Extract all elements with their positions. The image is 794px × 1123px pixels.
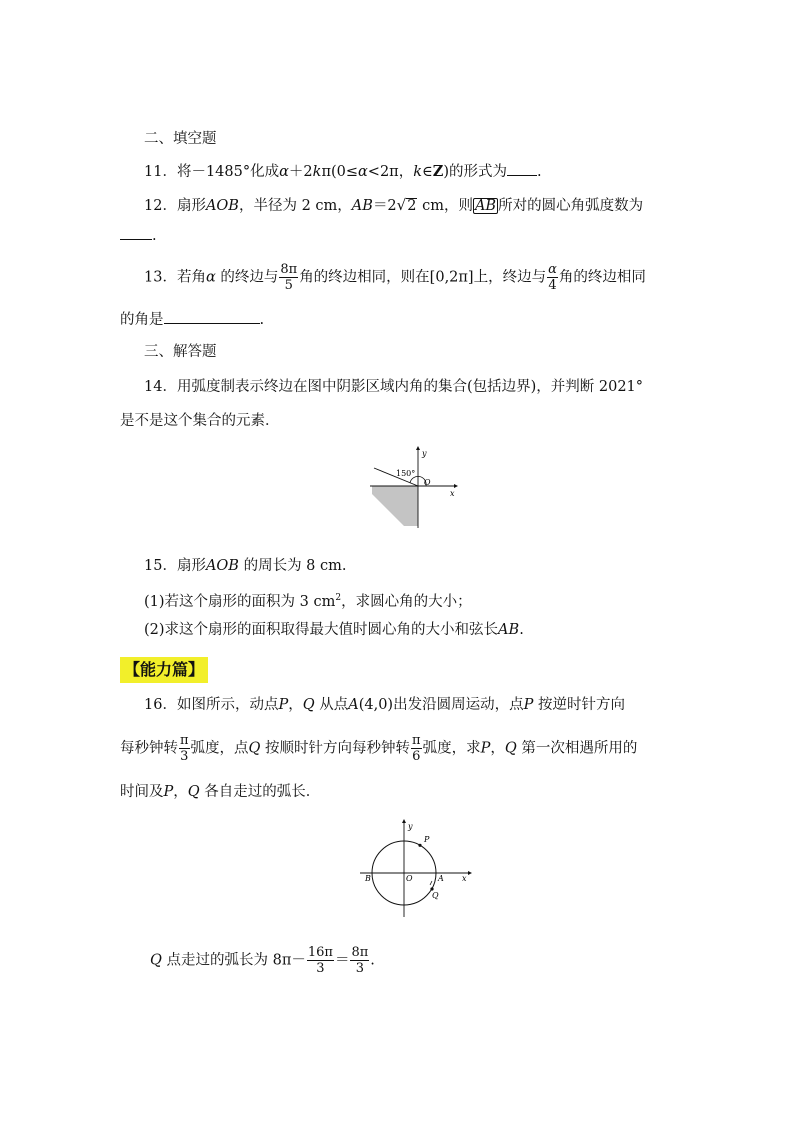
question-13-cont: 的角是 .: [120, 312, 265, 328]
fraction-16pi-3: $\frac{16\pi}{3}$: [307, 945, 333, 976]
answer-blank[interactable]: [164, 311, 260, 324]
answer-blank[interactable]: [120, 227, 152, 240]
question-15-part-1: (1)若这个扇形的面积为 3 $cm^2$，求圆心角的大小；: [144, 593, 472, 610]
section-heading-fill-blank: 二、填空题: [144, 131, 217, 147]
angle-label: 150°: [396, 469, 416, 478]
b-label: B: [365, 874, 371, 883]
answer-line: Q 点走过的弧长为 8π－ $\frac{16\pi}{3}$ ＝ $\frac{8\pi}{3}$ .: [150, 945, 375, 976]
point-p: [418, 844, 421, 847]
question-15-part-2: (2)求这个扇形的面积取得最大值时圆心角的大小和弦长AB.: [144, 622, 524, 638]
origin-label: O: [424, 478, 431, 487]
ability-section-tag: 【能力篇】: [120, 657, 208, 683]
y-label: y: [408, 822, 413, 831]
p-label: P: [424, 835, 430, 844]
q-label: Q: [432, 891, 439, 900]
question-14-cont: 是不是这个集合的元素．: [120, 413, 280, 429]
angle-region-figure: [366, 444, 462, 530]
section-heading-solve: 三、解答题: [144, 344, 217, 360]
x-label: x: [450, 489, 455, 498]
question-15: 15．扇形AOB 的周长为 8 cm.: [144, 558, 347, 574]
fraction-8pi-3: $\frac{8\pi}{3}$: [351, 945, 369, 976]
question-13: 13．若角α 的终边与 $\frac{8\pi}{5}$ 角的终边相同，则在[0,2π]上，终边与 $\frac{\alpha}{4}$ 角的终边相同: [144, 262, 646, 293]
circle-motion-figure: [356, 815, 474, 919]
fraction-8pi-5: $\frac{8\pi}{5}$: [280, 262, 298, 293]
answer-blank[interactable]: [507, 163, 537, 176]
question-11: 11．将－1485°化成α＋2kπ(0≤α<2π，k∈Z)的形式为 .: [144, 163, 542, 180]
fraction-pi-6: $\frac{\pi}{6}$: [412, 733, 421, 764]
question-16-line-2: 每秒钟转 $\frac{\pi}{3}$ 弧度，点Q 按顺时针方向每秒钟转 $\frac{\pi}{6}$ 弧度，求P，Q 第一次相遇所用的: [120, 733, 638, 764]
question-16: 16．如图所示，动点P，Q 从点A(4,0)出发沿圆周运动，点P 按逆时针方向: [144, 697, 625, 713]
question-14: 14．用弧度制表示终边在图中阴影区域内角的集合(包括边界)，并判断 2021°: [144, 379, 644, 395]
x-label: x: [462, 874, 467, 883]
fraction-alpha-4: $\frac{\alpha}{4}$: [548, 262, 557, 293]
question-16-line-3: 时间及P，Q 各自走过的弧长．: [120, 784, 321, 800]
fraction-pi-3: $\frac{\pi}{3}$: [180, 733, 189, 764]
question-12: 12．扇形AOB，半径为 2 cm，AB＝2√2 cm，则 AB 所对的圆心角弧度数为: [144, 196, 644, 214]
a-label: A: [438, 874, 444, 883]
arc-ab-symbol: AB: [474, 198, 497, 214]
question-12-cont: .: [120, 226, 157, 246]
shaded-region: [372, 486, 418, 526]
origin-label: O: [406, 874, 413, 883]
y-label: y: [422, 449, 427, 458]
